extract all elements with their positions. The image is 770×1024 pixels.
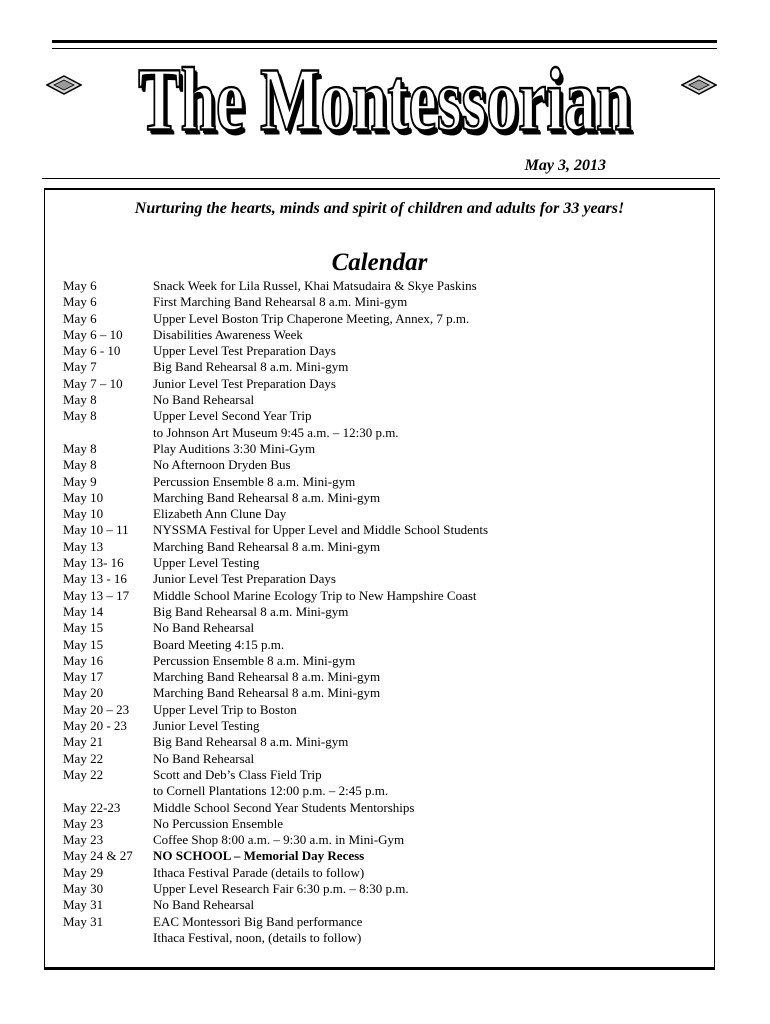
calendar-entry-event: Upper Level Test Preparation Days <box>153 343 336 359</box>
calendar-entry-event: Ithaca Festival, noon, (details to follow) <box>153 929 362 945</box>
calendar-entry-event: No Band Rehearsal <box>153 897 255 913</box>
masthead <box>0 50 770 151</box>
calendar-entry-event: Snack Week for Lila Russel, Khai Matsudaira & Skye Paskins <box>153 278 477 293</box>
calendar-entry-event: Percussion Ensemble 8 a.m. Mini-gym <box>153 652 356 668</box>
calendar-entry-event: Marching Band Rehearsal 8 a.m. Mini-gym <box>153 538 381 554</box>
calendar-entry <box>63 620 703 636</box>
calendar-entry-event: No Band Rehearsal <box>153 750 255 766</box>
calendar-entry-event: Marching Band Rehearsal 8 a.m. Mini-gym <box>153 669 381 685</box>
calendar-entry <box>63 718 703 734</box>
calendar-entry-date: May 29 <box>63 864 104 880</box>
calendar-entry <box>63 506 703 522</box>
calendar-entry-event: Disabilities Awareness Week <box>153 326 303 342</box>
calendar-entry-event: Middle School Marine Ecology Trip to New Hampshire Coast <box>153 587 477 603</box>
calendar-entry-date: May 17 <box>63 669 104 685</box>
calendar-entry-event: Ithaca Festival Parade (details to follow) <box>153 864 365 880</box>
calendar-entry-event: Upper Level Second Year Trip <box>153 408 312 424</box>
calendar-entry <box>63 457 703 473</box>
calendar-entry-event: EAC Montessori Big Band performance <box>153 913 363 929</box>
calendar-list <box>63 278 703 946</box>
calendar-entry-event: Marching Band Rehearsal 8 a.m. Mini-gym <box>153 685 381 701</box>
calendar-entry <box>63 571 703 587</box>
calendar-entry-date: May 22-23 <box>63 799 121 815</box>
calendar-entry-date: May 31 <box>63 913 104 929</box>
calendar-entry <box>63 702 703 718</box>
calendar-entry-date: May 6 <box>63 278 97 293</box>
calendar-entry <box>63 897 703 913</box>
calendar-entry-date: May 7 – 10 <box>63 375 123 391</box>
calendar-heading: Calendar <box>331 249 428 276</box>
calendar-entry-date <box>63 425 153 441</box>
calendar-entry <box>63 800 703 816</box>
calendar-entry-date: May 22 <box>63 766 104 782</box>
calendar-entry-date: May 16 <box>63 652 104 668</box>
calendar-entry-date: May 22 <box>63 750 104 766</box>
calendar-entry-date: May 8 <box>63 408 97 424</box>
calendar-entry-event: Upper Level Boston Trip Chaperone Meeting, Annex, 7 p.m. <box>153 310 470 326</box>
calendar-entry <box>63 881 703 897</box>
calendar-entry-date: May 20 - 23 <box>63 718 127 734</box>
calendar-entry-date: May 6 - 10 <box>63 343 121 359</box>
calendar-entry-date <box>63 930 153 946</box>
calendar-entry-event: No Band Rehearsal <box>153 620 255 636</box>
calendar-entry-event: Upper Level Research Fair 6:30 p.m. – 8:30 p.m. <box>153 880 409 896</box>
calendar-entry <box>63 653 703 669</box>
calendar-entry-date: May 30 <box>63 880 104 896</box>
calendar-entry <box>63 278 703 294</box>
calendar-entry <box>63 751 703 767</box>
calendar-entry <box>63 734 703 750</box>
calendar-entry <box>63 539 703 555</box>
calendar-entry-event: Big Band Rehearsal 8 a.m. Mini-gym <box>153 603 349 619</box>
calendar-entry-date: May 7 <box>63 359 97 375</box>
calendar-entry-event: No Band Rehearsal <box>153 392 255 408</box>
calendar-entry <box>63 832 703 848</box>
calendar-entry-date: May 23 <box>63 815 104 831</box>
calendar-entry-date: May 8 <box>63 392 97 408</box>
calendar-entry-date: May 14 <box>63 603 104 619</box>
calendar-entry <box>63 604 703 620</box>
calendar-entry-date: May 13 <box>63 538 104 554</box>
calendar-entry-event: No Percussion Ensemble <box>153 815 283 831</box>
calendar-entry-date: May 21 <box>63 734 104 750</box>
calendar-entry <box>63 441 703 457</box>
calendar-entry-event: NO SCHOOL – Memorial Day Recess <box>153 848 365 864</box>
calendar-entry-event: Upper Level Trip to Boston <box>153 701 297 717</box>
calendar-entry-event: Play Auditions 3:30 Mini-Gym <box>153 440 316 456</box>
calendar-entry <box>63 408 703 424</box>
calendar-entry <box>63 914 703 930</box>
calendar-entry-event: First Marching Band Rehearsal 8 a.m. Mini-gym <box>153 294 408 310</box>
calendar-entry <box>63 930 703 946</box>
calendar-entry-event: Big Band Rehearsal 8 a.m. Mini-gym <box>153 734 349 750</box>
calendar-entry <box>63 376 703 392</box>
calendar-entry <box>63 294 703 310</box>
tagline: Nurturing the hearts, minds and spirit of children and adults for 33 years! <box>134 200 625 217</box>
calendar-entry <box>63 474 703 490</box>
calendar-entry-date: May 6 – 10 <box>63 326 123 342</box>
calendar-entry-event: No Afternoon Dryden Bus <box>153 457 291 473</box>
calendar-entry-event: Percussion Ensemble 8 a.m. Mini-gym <box>153 473 356 489</box>
calendar-entry <box>63 685 703 701</box>
calendar-entry-event: Big Band Rehearsal 8 a.m. Mini-gym <box>153 359 349 375</box>
calendar-entry <box>63 359 703 375</box>
calendar-entry-event: Scott and Deb’s Class Field Trip <box>153 766 322 782</box>
calendar-entry <box>63 588 703 604</box>
calendar-entry <box>63 816 703 832</box>
calendar-entry-date: May 24 & 27 <box>63 848 133 864</box>
calendar-entry-date: May 20 <box>63 685 104 701</box>
calendar-entry-event: Middle School Second Year Students Mentorships <box>153 799 415 815</box>
calendar-entry-event: to Johnson Art Museum 9:45 a.m. – 12:30 p.m. <box>153 424 399 440</box>
calendar-entry-date: May 15 <box>63 636 104 652</box>
calendar-entry <box>63 669 703 685</box>
calendar-entry-date: May 20 – 23 <box>63 701 130 717</box>
calendar-entry-date <box>63 783 153 799</box>
calendar-entry-date: May 13 – 17 <box>63 587 130 603</box>
calendar-entry <box>63 490 703 506</box>
masthead-title: The Montessorian <box>138 50 632 151</box>
masthead-top-rule <box>52 40 717 43</box>
calendar-entry-event: Junior Level Test Preparation Days <box>153 375 336 391</box>
calendar-entry-date: May 6 <box>63 294 97 310</box>
calendar-entry <box>63 311 703 327</box>
calendar-entry-event: Junior Level Testing <box>153 718 260 734</box>
calendar-entry-event: NYSSMA Festival for Upper Level and Middle School Students <box>153 522 489 538</box>
calendar-entry <box>63 343 703 359</box>
masthead-top-thin-rule <box>52 48 717 49</box>
calendar-entry-date: May 10 <box>63 489 104 505</box>
calendar-entry <box>63 425 703 441</box>
calendar-entry-event: Board Meeting 4:15 p.m. <box>153 636 285 652</box>
calendar-entry <box>63 522 703 538</box>
calendar-entry-date: May 10 <box>63 506 104 522</box>
calendar-entry <box>63 637 703 653</box>
calendar-entry <box>63 767 703 783</box>
date-rule <box>42 178 720 179</box>
calendar-entry-event: Junior Level Test Preparation Days <box>153 571 336 587</box>
calendar-entry-date: May 10 – 11 <box>63 522 129 538</box>
issue-date: May 3, 2013 <box>524 157 606 174</box>
calendar-entry-event: Marching Band Rehearsal 8 a.m. Mini-gym <box>153 489 381 505</box>
calendar-entry-event: to Cornell Plantations 12:00 p.m. – 2:45 p.m. <box>153 783 389 799</box>
calendar-entry-date: May 23 <box>63 832 104 848</box>
issue-date-line <box>42 157 720 179</box>
calendar-entry <box>63 783 703 799</box>
calendar-entry <box>63 865 703 881</box>
calendar-entry <box>63 327 703 343</box>
calendar-entry-date: May 15 <box>63 620 104 636</box>
calendar-entry-date: May 31 <box>63 897 104 913</box>
calendar-entry-event: Elizabeth Ann Clune Day <box>153 506 287 522</box>
calendar-entry-date: May 13 - 16 <box>63 571 127 587</box>
calendar-entry-event: Coffee Shop 8:00 a.m. – 9:30 a.m. in Mini-Gym <box>153 832 405 848</box>
calendar-entry-event: Upper Level Testing <box>153 555 260 571</box>
calendar-entry-date: May 8 <box>63 457 97 473</box>
calendar-entry-date: May 9 <box>63 473 97 489</box>
calendar-entry-date: May 8 <box>63 440 97 456</box>
calendar-entry <box>63 392 703 408</box>
calendar-entry <box>63 555 703 571</box>
calendar-entry <box>63 848 703 864</box>
calendar-entry-date: May 13- 16 <box>63 555 124 571</box>
calendar-entry-date: May 6 <box>63 310 97 326</box>
